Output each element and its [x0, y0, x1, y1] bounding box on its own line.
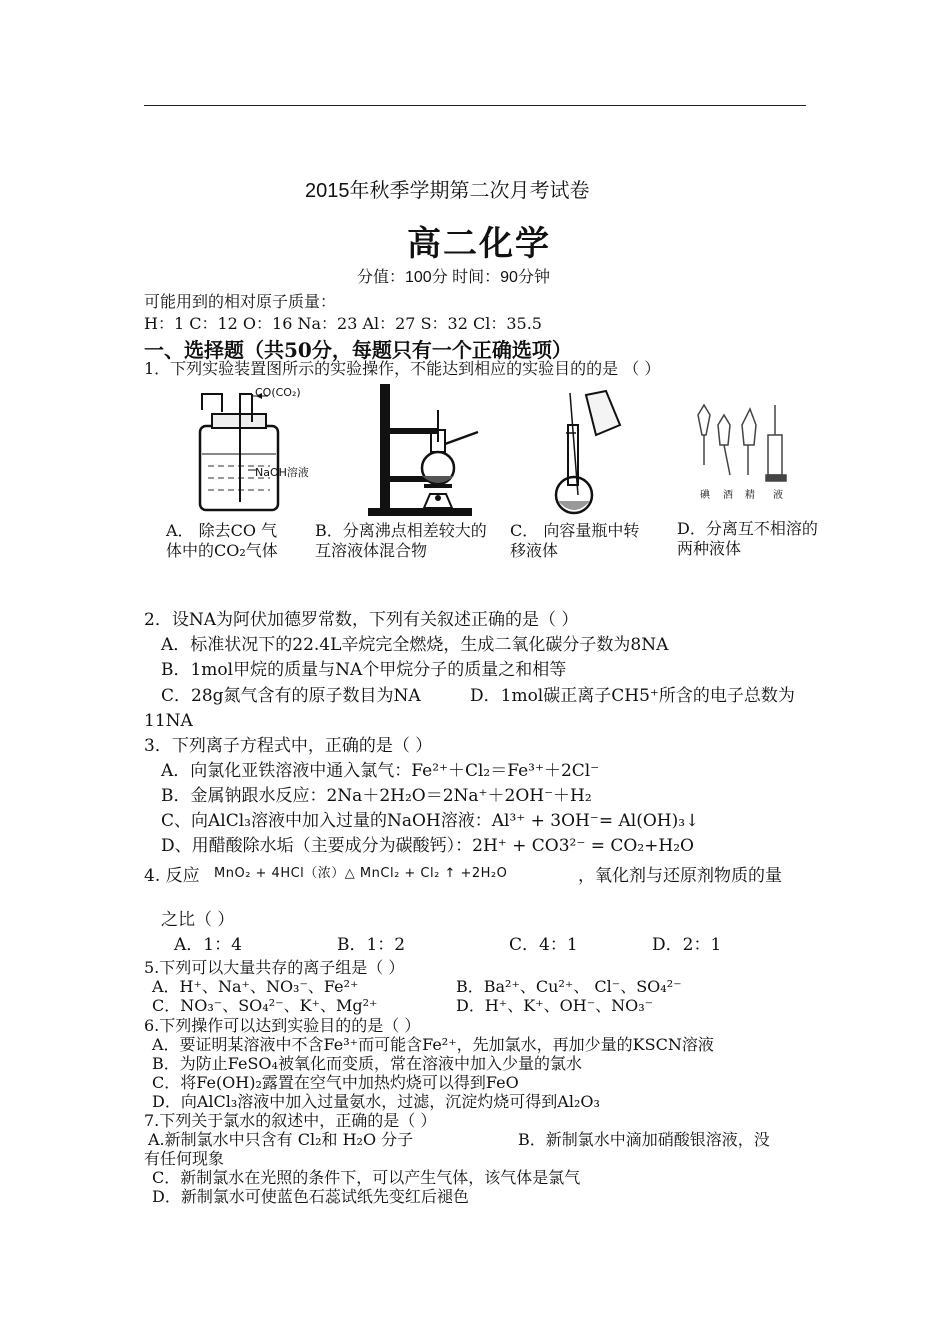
subject-title: 高二化学: [407, 224, 551, 264]
q2-option-d: D．1mol碳正离子CH5⁺所含的电子总数为: [470, 686, 795, 706]
q7-option-c: C．新制氯水在光照的条件下，可以产生气体，该气体是氯气: [152, 1168, 581, 1187]
q4-stem-start: 4. 反应: [144, 866, 200, 886]
figure-d-label-2: 酒: [723, 490, 733, 501]
figure-d-label-4: 液: [773, 490, 783, 501]
q3-option-d: D、用醋酸除水垢（主要成分为碳酸钙）：2H⁺ + CO3²⁻ = CO₂+H₂O: [161, 836, 694, 856]
q5-stem: 5.下列可以大量共存的离子组是（ ）: [144, 958, 405, 977]
q4-option-d: D．2：1: [652, 935, 722, 955]
volumetric-flask-figure: [548, 385, 628, 515]
section-heading: 一、选择题（共50分，每题只有一个正确选项）: [144, 338, 572, 362]
figure-d-label-3: 精: [745, 490, 755, 501]
q6-option-b: B．为防止FeSO₄被氧化而变质，常在溶液中加入少量的氯水: [152, 1054, 582, 1073]
header-rule: [144, 105, 806, 106]
distillation-apparatus-figure: [360, 380, 480, 520]
q5-option-c: C．NO₃⁻、SO₄²⁻、K⁺、Mg²⁺: [152, 996, 378, 1015]
q6-option-a: A．要证明某溶液中不含Fe³⁺而可能含Fe²⁺，先加氯水，再加少量的KSCN溶液: [152, 1035, 714, 1054]
q3-option-c: C、向AlCl₃溶液中加入过量的NaOH溶液：Al³⁺ + 3OH⁻= Al(OH)₃↓: [161, 811, 700, 831]
q4-option-b: B．1：2: [337, 935, 406, 955]
q6-stem: 6.下列操作可以达到实验目的的是（ ）: [144, 1016, 421, 1035]
q5-option-b: B．Ba²⁺、Cu²⁺、 Cl⁻、SO₄²⁻: [456, 977, 682, 996]
q2-option-c: C．28g氮气含有的原子数目为NA: [161, 686, 421, 706]
q7-option-b: B．新制氯水中滴加硝酸银溶液，没: [518, 1130, 770, 1149]
naoh-label: NaOH溶液: [255, 466, 309, 479]
q4-reaction-formula: MnO₂ + 4HCl（浓）△ MnCl₂ + Cl₂ ↑ +2H₂O: [214, 866, 508, 881]
q4-stem-cont: 之比（ ）: [161, 910, 235, 930]
q2-option-d-cont: 11NA: [144, 711, 193, 731]
gas-washing-bottle-figure: [190, 384, 315, 514]
q6-option-c: C．将Fe(OH)₂露置在空气中加热灼烧可以得到FeO: [152, 1073, 519, 1092]
q5-option-d: D．H⁺、K⁺、OH⁻、NO₃⁻: [456, 996, 654, 1015]
q7-option-d: D．新制氯水可使蓝色石蕊试纸先变红后褪色: [152, 1187, 469, 1206]
q5-option-a: A．H⁺、Na⁺、NO₃⁻、Fe²⁺: [152, 977, 359, 996]
q4-option-a: A．1：4: [174, 935, 242, 955]
q7-stem: 7.下列关于氯水的叙述中，正确的是（ ）: [144, 1111, 437, 1130]
q7-option-a: A.新制氯水中只含有 Cl₂和 H₂O 分子: [148, 1130, 414, 1149]
q1-option-b: B．分离沸点相差较大的互溶液体混合物: [315, 521, 487, 560]
q3-stem: 3．下列离子方程式中，正确的是（ ）: [144, 736, 433, 756]
atomic-mass-label: 可能用到的相对原子质量：: [144, 292, 337, 311]
q3-option-b: B．金属钠跟水反应：2Na＋2H₂O＝2Na⁺＋2OH⁻＋H₂: [161, 786, 592, 806]
q1-option-c: C． 向容量瓶中转移液体: [510, 521, 640, 560]
q7-option-b-cont: 有任何现象: [144, 1149, 225, 1168]
q3-option-a: A．向氯化亚铁溶液中通入氯气：Fe²⁺＋Cl₂＝Fe³⁺＋2Cl⁻: [161, 761, 600, 781]
exam-title: 2015年秋季学期第二次月考试卷: [305, 180, 590, 202]
q1-option-d: D．分离互不相溶的两种液体: [677, 519, 818, 558]
q1-option-a: A． 除去CO 气体中的CO₂气体: [166, 521, 278, 560]
q4-option-c: C．4：1: [509, 935, 578, 955]
co-co2-label: CO(CO₂): [255, 386, 301, 399]
q4-stem-end: ，氧化剂与还原剂物质的量: [578, 866, 782, 886]
score-time: 分值：100分 时间：90分钟: [357, 269, 550, 286]
q6-option-d: D．向AlCl₃溶液中加入过量氨水，过滤，沉淀灼烧可得到Al₂O₃: [152, 1092, 600, 1111]
q1-stem: 1．下列实验装置图所示的实验操作，不能达到相应的实验目的的是 （ ）: [144, 359, 661, 378]
q2-option-b: B．1mol甲烷的质量与NA个甲烷分子的质量之和相等: [161, 660, 567, 680]
figure-d-label-1: 碘: [700, 490, 710, 501]
atomic-masses: H：1 C：12 O：16 Na：23 Al：27 S：32 Cl：35.5: [144, 314, 542, 333]
q2-stem: 2．设NA为阿伏加德罗常数，下列有关叙述正确的是（ ）: [144, 610, 579, 630]
q2-option-a: A．标准状况下的22.4L辛烷完全燃烧，生成二氧化碳分子数为8NA: [161, 635, 669, 655]
